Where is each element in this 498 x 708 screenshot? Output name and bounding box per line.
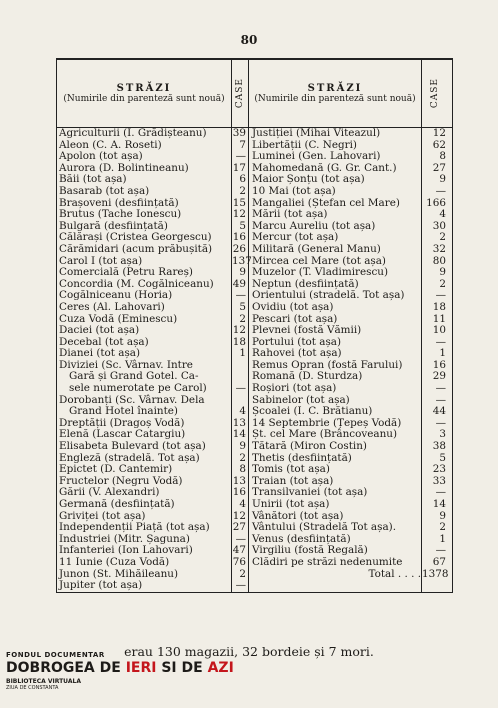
left-house-count: 13 xyxy=(232,474,246,487)
logo-line2 xyxy=(6,660,234,676)
left-house-count: 8 xyxy=(239,463,246,476)
right-house-count: 23 xyxy=(432,463,446,476)
left-street-name: Junon (St. Mihăileanu) xyxy=(59,567,179,580)
left-street-name: Cogălniceanu (Horia) xyxy=(59,289,173,302)
right-street-name: Rahovei (tot așa) xyxy=(252,347,342,360)
right-street-name: Mangaliei (Ștefan cel Mare) xyxy=(252,196,400,209)
left-street-names xyxy=(57,66,231,592)
left-street-name: Brașoveni (desființată) xyxy=(59,196,179,209)
left-house-count: 18 xyxy=(232,335,246,348)
left-street-name: Carol I (tot așa) xyxy=(59,254,143,267)
streets-table xyxy=(56,58,453,593)
left-street-name: Griviței (tot așa) xyxy=(59,509,146,522)
logo-ieri: IERI xyxy=(125,660,157,676)
left-street-name: Decebal (tot așa) xyxy=(59,335,149,348)
right-house-count: 18 xyxy=(432,300,446,313)
right-house-count: 9 xyxy=(439,266,446,279)
right-street-name: Muzelor (T. Vladimirescu) xyxy=(252,266,389,279)
left-street-name: Călărași (Cristea Georgescu) xyxy=(59,231,212,244)
left-street-name: Aurora (D. Bolintineanu) xyxy=(59,161,189,174)
left-street-name: Basarab (tot așa) xyxy=(59,184,150,197)
left-street-name: Dianei (tot așa) xyxy=(59,347,141,360)
right-street-name: Traian (tot așa) xyxy=(252,474,334,487)
right-street-name: Pescari (tot așa) xyxy=(252,312,338,325)
left-house-count: 2 xyxy=(239,184,246,197)
right-street-name: Mircea cel Mare (tot așa) xyxy=(252,254,386,267)
right-street-name: Virgiliu (fostă Regală) xyxy=(252,544,368,557)
left-house-count: 5 xyxy=(239,219,246,232)
left-street-name: Germană (desființată) xyxy=(59,498,175,510)
right-house-count: — xyxy=(435,382,446,395)
left-street-name: Diviziei (Sc. Vârnav. Intre xyxy=(59,358,193,371)
right-house-count: — xyxy=(435,393,446,406)
left-house-count xyxy=(232,360,248,372)
right-house-count: 10 xyxy=(432,324,446,337)
right-house-count: 3 xyxy=(439,428,446,441)
right-house-count: 5 xyxy=(439,451,446,464)
left-house-count: — xyxy=(235,532,246,545)
right-street-name: Mahomedană (G. Gr. Cant.) xyxy=(252,161,397,174)
right-street-name: Militară (General Manu) xyxy=(252,242,381,255)
logo-line1: FONDUL DOCUMENTAR xyxy=(6,651,105,659)
left-house-count: 12 xyxy=(232,208,246,221)
left-street-name: 11 Iunie (Cuza Vodă) xyxy=(59,555,170,568)
right-house-count: 44 xyxy=(432,405,446,418)
right-street-name: Șt. cel Mare (Brâncoveanu) xyxy=(252,428,398,441)
left-house-count: — xyxy=(235,382,246,395)
left-street-name: Cuza Vodă (Eminescu) xyxy=(59,312,178,325)
left-street-name: Industriei (Mitr. Șaguna) xyxy=(59,532,190,545)
left-street-name: Cărămidari (acum prăbușită) xyxy=(59,242,213,255)
right-street-name: Marcu Aureliu (tot așa) xyxy=(252,219,376,232)
left-street-name: Dreptății (Dragoș Vodă) xyxy=(59,416,185,429)
right-house-count: 1 xyxy=(439,347,446,360)
left-street-name: Bulgară (desființată) xyxy=(59,219,168,232)
right-street-name: Venus (desființată) xyxy=(252,532,351,545)
right-street-name: Thetis (desființată) xyxy=(252,451,352,464)
right-street-name: Vânători (tot așa) xyxy=(252,509,344,522)
right-house-count: — xyxy=(435,289,446,302)
left-house-count: 14 xyxy=(232,428,246,441)
right-house-count: 1 xyxy=(439,532,446,545)
right-street-name: Romană (D. Sturdza) xyxy=(252,370,363,383)
right-house-count: — xyxy=(435,416,446,429)
left-house-count: 137 xyxy=(232,254,252,267)
right-house-count: 27 xyxy=(432,161,446,174)
left-street-name: Agriculturii (I. Grădișteanu) xyxy=(59,127,207,139)
left-street-name: Apolon (tot așa) xyxy=(59,150,143,163)
logo-si-de: SI DE xyxy=(156,660,208,676)
right-street-name: Tomis (tot așa) xyxy=(252,463,330,476)
left-house-count: 4 xyxy=(239,405,246,418)
right-case-label: CASE xyxy=(430,78,440,109)
right-street-name: Roșiori (tot așa) xyxy=(252,382,337,395)
left-street-name: Comercială (Petru Rareș) xyxy=(59,266,193,279)
left-house-count: 1 xyxy=(239,347,246,360)
left-house-count: 17 xyxy=(232,161,246,174)
right-street-names xyxy=(249,66,421,592)
right-street-name: Plevnei (fostă Vămii) xyxy=(252,324,362,337)
left-street-name: Concordia (M. Cogălniceanu) xyxy=(59,277,214,290)
left-house-count: 26 xyxy=(232,242,246,255)
left-street-name: Engleză (stradelă. Tot așa) xyxy=(59,451,200,464)
left-street-name: Daciei (tot așa) xyxy=(59,324,140,337)
left-house-count: 16 xyxy=(232,231,246,244)
right-house-count: 11 xyxy=(432,312,446,325)
right-house-count: 30 xyxy=(432,219,446,232)
right-street-name: Justiției (Mihai Viteazul) xyxy=(252,127,381,139)
archive-logo xyxy=(6,651,234,691)
right-house-count: 2 xyxy=(439,231,446,244)
right-house-count: 80 xyxy=(432,254,446,267)
left-street-name: Infanteriei (Ion Lahovari) xyxy=(59,544,193,557)
left-street-name: Elisabeta Bulevard (tot așa) xyxy=(59,440,206,453)
left-house-count: 13 xyxy=(232,416,246,429)
right-street-name: Luminei (Gen. Lahovari) xyxy=(252,150,381,163)
right-house-count: — xyxy=(435,184,446,197)
left-street-name: sele numerotate pe Carol) xyxy=(69,382,207,395)
right-house-count: 8 xyxy=(439,150,446,163)
right-street-name: Transilvaniei (tot așa) xyxy=(252,486,368,499)
left-house-count: 27 xyxy=(232,521,246,534)
right-house-count: 4 xyxy=(439,208,446,221)
left-street-name: Brutus (Tache Ionescu) xyxy=(59,208,182,221)
left-house-count: 7 xyxy=(239,138,246,151)
right-house-count: 16 xyxy=(432,358,446,371)
left-house-count: 12 xyxy=(232,324,246,337)
right-house-count: 38 xyxy=(432,440,446,453)
right-house-count: 9 xyxy=(439,509,446,522)
right-house-count: 1378 xyxy=(422,567,449,580)
right-house-count: 67 xyxy=(432,555,446,568)
right-house-count: — xyxy=(435,544,446,557)
left-street-name: Epictet (D. Cantemir) xyxy=(59,463,173,476)
left-street-name: Ceres (Al. Lahovari) xyxy=(59,300,165,313)
left-street-name: Gării (V. Alexandri) xyxy=(59,486,160,499)
left-street-name: Băii (tot așa) xyxy=(59,173,127,186)
left-house-counts xyxy=(231,66,252,592)
right-house-count: 2 xyxy=(439,521,446,534)
logo-line3: BIBLIOTECA VIRTUALA xyxy=(6,678,81,685)
left-street-name: Elenă (Lascar Catargiu) xyxy=(59,428,186,441)
left-house-count: — xyxy=(235,289,246,302)
right-street-name: Total . . . . xyxy=(368,567,421,580)
right-street-name: Școalei (I. C. Brătianu) xyxy=(252,405,373,418)
right-street-name: Mării (tot așa) xyxy=(252,208,328,221)
logo-dobrogea: DOBROGEA DE xyxy=(6,660,126,676)
left-street-name: Dorobanți (Sc. Vârnav. Dela xyxy=(59,393,205,406)
right-house-count: 14 xyxy=(432,498,446,510)
page-number: 80 xyxy=(240,33,258,47)
right-house-count: 62 xyxy=(432,138,446,151)
left-house-count: 49 xyxy=(232,277,246,290)
left-house-count: 47 xyxy=(232,544,246,557)
left-house-count: 2 xyxy=(239,312,246,325)
left-house-count: 12 xyxy=(232,509,246,522)
right-header-subtitle: (Numirile din parenteză sunt nouă) xyxy=(254,93,416,104)
left-street-name: Jupiter (tot așa) xyxy=(59,579,143,592)
left-case-label: CASE xyxy=(235,78,245,109)
left-house-count: 5 xyxy=(239,300,246,313)
left-house-count: 9 xyxy=(239,266,246,279)
right-street-name: Clădiri pe străzi nedenumite xyxy=(252,555,403,568)
left-street-name: Grand Hotel înainte) xyxy=(69,405,178,418)
right-house-count: — xyxy=(435,335,446,348)
left-header-title: STRĂZI xyxy=(116,82,172,94)
right-street-name: 14 Septembrie (Țepeș Vodă) xyxy=(252,416,402,429)
left-house-count: 76 xyxy=(232,555,246,568)
right-street-name: Mercur (tot așa) xyxy=(252,231,339,244)
right-street-name: Tătară (Miron Costin) xyxy=(252,440,367,453)
right-house-count: 32 xyxy=(432,242,446,255)
left-house-count: — xyxy=(235,150,246,163)
left-house-count: 15 xyxy=(232,196,246,209)
logo-azi: AZI xyxy=(207,660,234,676)
logo-line4: ZIUA DE CONSTANTA xyxy=(6,685,59,691)
right-street-name: 10 Mai (tot așa) xyxy=(252,184,336,197)
right-street-name: Orientului (stradelă. Tot așa) xyxy=(252,289,405,302)
right-street-name: Libertății (C. Negri) xyxy=(252,138,357,151)
right-street-name: Ovidiu (tot așa) xyxy=(252,300,334,313)
left-house-count: 2 xyxy=(239,451,246,464)
right-house-count: 12 xyxy=(432,127,446,139)
right-house-count: 2 xyxy=(439,277,446,290)
right-street-name: Maior Șonțu (tot așa) xyxy=(252,173,365,186)
right-street-name: Sabinelor (tot așa) xyxy=(252,393,350,406)
right-street-name: Unirii (tot așa) xyxy=(252,498,330,510)
left-house-count: — xyxy=(235,579,246,592)
right-house-count: 166 xyxy=(426,196,446,209)
right-street-name: Remus Opran (fostă Farului) xyxy=(252,358,403,371)
left-street-name: Aleon (C. A. Roseti) xyxy=(59,138,162,151)
right-street-name: Neptun (desființată) xyxy=(252,277,359,290)
left-street-name: Independenții Piață (tot așa) xyxy=(59,521,210,534)
left-header-subtitle: (Numirile din parenteză sunt nouă) xyxy=(63,93,225,104)
right-house-count: 9 xyxy=(439,173,446,186)
left-street-name: Gară și Grand Gotel. Ca- xyxy=(69,370,199,383)
right-house-count: 29 xyxy=(432,370,446,383)
left-house-count: 39 xyxy=(232,127,246,139)
left-house-count: 9 xyxy=(239,440,246,453)
right-header-title: STRĂZI xyxy=(307,82,363,94)
right-house-counts xyxy=(421,66,448,592)
left-house-count: 16 xyxy=(232,486,246,499)
left-house-count: 4 xyxy=(239,498,246,510)
right-street-name: Portului (tot așa) xyxy=(252,335,342,348)
right-house-count: 33 xyxy=(432,474,446,487)
left-street-name: Fructelor (Negru Vodă) xyxy=(59,474,183,487)
left-house-count: 6 xyxy=(239,173,246,186)
table-body xyxy=(57,66,452,592)
right-street-name: Vântului (Stradelă Tot așa). xyxy=(252,521,397,534)
left-house-count: 2 xyxy=(239,567,246,580)
footer-text: erau 130 magazii, 32 bordeie și 7 mori. xyxy=(124,644,374,659)
right-house-count: — xyxy=(435,486,446,499)
